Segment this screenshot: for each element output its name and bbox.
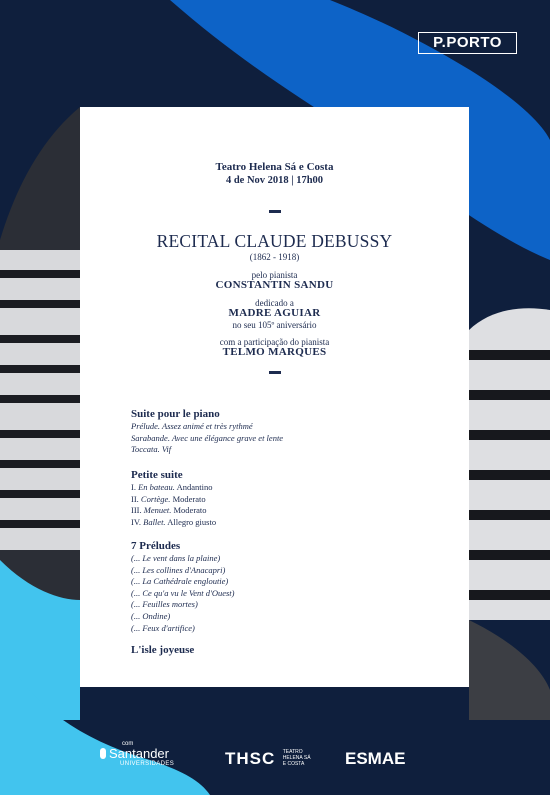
divider <box>269 210 281 213</box>
prelude-item: (... Ondine) <box>131 610 171 621</box>
suite-item: Prélude. Assez animé et très rythmé <box>131 421 253 431</box>
petite-suite-item: II. Cortège. Moderato <box>131 493 206 504</box>
petite-suite-item: IV. Ballet. Allegro giusto <box>131 516 217 527</box>
prelude-item: (... La Cathédrale engloutie) <box>131 576 229 587</box>
suite-title: Suite pour le piano <box>131 408 220 420</box>
participation-name: TELMO MARQUES <box>222 346 327 358</box>
dedication-prefix: dedicado a <box>255 298 294 308</box>
preludes-section <box>131 539 235 634</box>
prelude-item: (... Les collines d'Anacapri) <box>131 564 226 575</box>
program-card <box>80 107 469 687</box>
p-porto-logo: P.PORTO <box>418 32 517 54</box>
dedication-suffix: no seu 105º aniversário <box>232 320 317 330</box>
prelude-item: (... Feuilles mortes) <box>131 599 198 610</box>
suite-section <box>131 407 283 456</box>
petite-suite-item: III. Menuet. Moderato <box>131 505 207 516</box>
final-piece: L'isle joyeuse <box>131 644 195 656</box>
petite-suite-item: I. En bateau. Andantino <box>131 482 213 492</box>
petite-suite-title: Petite suite <box>131 469 183 481</box>
date-time: 4 de Nov 2018 | 17h00 <box>225 175 324 186</box>
participation-prefix: com a participação do pianista <box>219 337 330 347</box>
esmae-logo: ESMAE <box>345 749 406 768</box>
flame-icon <box>100 748 106 759</box>
prelude-item: (... Ce qu'a vu le Vent d'Ouest) <box>131 587 235 598</box>
venue: Teatro Helena Sá e Costa <box>215 161 334 173</box>
santander-logo: com Santander UNIVERSIDADES <box>100 741 192 767</box>
prelude-item: (... Le vent dans la plaine) <box>131 553 221 563</box>
piano-keys-right <box>469 308 550 620</box>
thsc-logo: THSC TEATRO HELENA SÁ E COSTA <box>225 749 311 768</box>
piano-keys-left <box>0 250 80 550</box>
pianist-prefix: pelo pianista <box>251 270 298 280</box>
petite-suite-section <box>131 468 216 528</box>
prelude-item: (... Feux d'artifice) <box>131 622 195 633</box>
recital-title: RECITAL CLAUDE DEBUSSY <box>156 231 393 251</box>
dedication-name: MADRE AGUIAR <box>228 307 321 319</box>
composer-years: (1862 - 1918) <box>249 252 300 262</box>
suite-item: Toccata. Vif <box>131 444 172 455</box>
divider <box>269 371 281 374</box>
suite-item: Sarabande. Avec une élégance grave et lente <box>131 432 284 443</box>
pianist-name: CONSTANTIN SANDU <box>215 279 334 291</box>
preludes-title: 7 Préludes <box>131 540 181 552</box>
